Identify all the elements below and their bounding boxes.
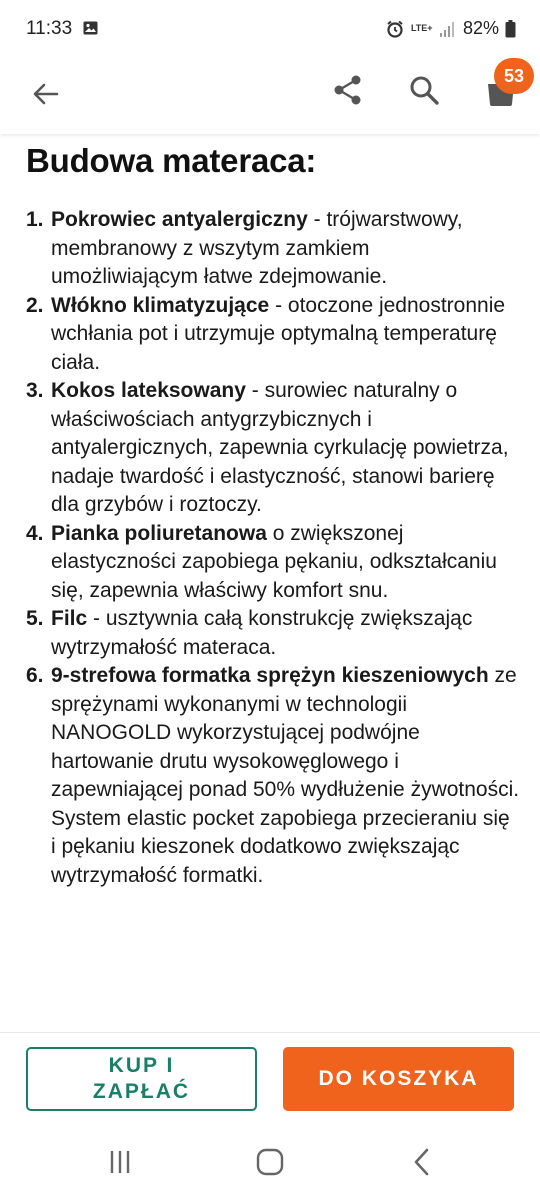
alarm-icon (385, 19, 405, 39)
feature-text: o zwiększonej elastyczności zapobiega pękaniu, odkształcaniu się, zapewnia właściwy komfort snu. (51, 521, 497, 602)
search-icon (408, 74, 440, 106)
feature-number: 5. (26, 607, 44, 630)
share-icon (331, 73, 365, 107)
action-bar (0, 1032, 540, 1124)
feature-body (51, 520, 520, 606)
back-nav-button[interactable] (402, 1144, 442, 1180)
feature-body (51, 662, 520, 890)
arrow-left-icon (31, 79, 61, 109)
feature-text: - surowiec naturalny o właściwościach antygrzybicznych i antyalergicznych, zapewnia cyrkulację powietrza, nadaje twardość i elastyczność, stanowi barierę dla grzybów i roztoczy. (51, 379, 509, 516)
section-title: Budowa materaca: (26, 142, 317, 179)
feature-item (26, 520, 520, 606)
battery-icon (505, 20, 516, 38)
feature-item (26, 292, 520, 378)
feature-name: Pianka poliuretanowa (51, 521, 267, 545)
system-nav-bar (0, 1124, 540, 1200)
feature-text: - otoczone jednostronnie wchłania pot i utrzymuje optymalną temperaturę ciała. (51, 293, 506, 374)
feature-list (26, 206, 520, 890)
feature-item (26, 206, 520, 292)
feature-number: 2. (26, 293, 44, 317)
feature-name: Włókno klimatyzujące (51, 293, 270, 317)
recent-apps-button[interactable] (100, 1144, 140, 1180)
feature-body (51, 377, 520, 520)
cart-count-badge: 53 (494, 58, 534, 94)
signal-icon (439, 20, 457, 38)
gallery-notification-icon (83, 21, 98, 35)
battery-percentage: 82% (462, 18, 499, 38)
share-button[interactable] (328, 70, 368, 110)
feature-item (26, 662, 520, 890)
back-button[interactable] (26, 74, 66, 114)
search-button[interactable] (404, 70, 444, 110)
feature-text: ze sprężynami wykonanymi w technologii NANOGOLD wykorzystującej podwójne hartowanie drutu wysokowęglowego i zapewniającej ponad 50% wydłużenie żywotności. System elastic pocket zapobiega przecieraniu się i pękaniu kieszonek dodatkowo zwiększając wytrzymałość formatki. (51, 664, 520, 887)
feature-name: Pokrowiec antyalergiczny (51, 208, 308, 231)
back-chevron-icon (410, 1147, 434, 1177)
network-type: LTE+ (410, 23, 433, 33)
buy-now-button[interactable] (26, 1047, 257, 1111)
feature-name: 9-strefowa formatka sprężyn kieszeniowych (51, 664, 489, 687)
feature-body (51, 292, 520, 378)
status-bar (0, 0, 540, 60)
feature-name: Kokos lateksowany (51, 379, 246, 402)
feature-number: 4. (26, 521, 44, 545)
feature-text: - usztywnia całą konstrukcję zwiększając wytrzymałość materaca. (51, 607, 473, 659)
feature-item (26, 605, 520, 662)
feature-item (26, 377, 520, 520)
buy-now-label: KUP I ZAPŁAĆ (92, 1054, 191, 1103)
feature-number: 6. (26, 664, 44, 687)
add-to-cart-button[interactable]: DO KOSZYKA (283, 1047, 514, 1111)
feature-body (51, 605, 520, 662)
feature-number: 3. (26, 379, 44, 402)
home-icon (255, 1147, 285, 1177)
feature-name: Filc (51, 607, 88, 630)
recent-apps-icon (106, 1149, 134, 1175)
status-indicators (385, 18, 516, 39)
home-button[interactable] (250, 1144, 290, 1180)
feature-body (51, 206, 520, 292)
status-time: 11:33 (26, 18, 73, 39)
feature-text: - trójwarstwowy, membranowy z wszytym zamkiem umożliwiającym łatwe zdejmowanie. (51, 208, 463, 288)
product-description (0, 134, 540, 1032)
app-header (0, 60, 540, 134)
feature-number: 1. (26, 208, 44, 231)
